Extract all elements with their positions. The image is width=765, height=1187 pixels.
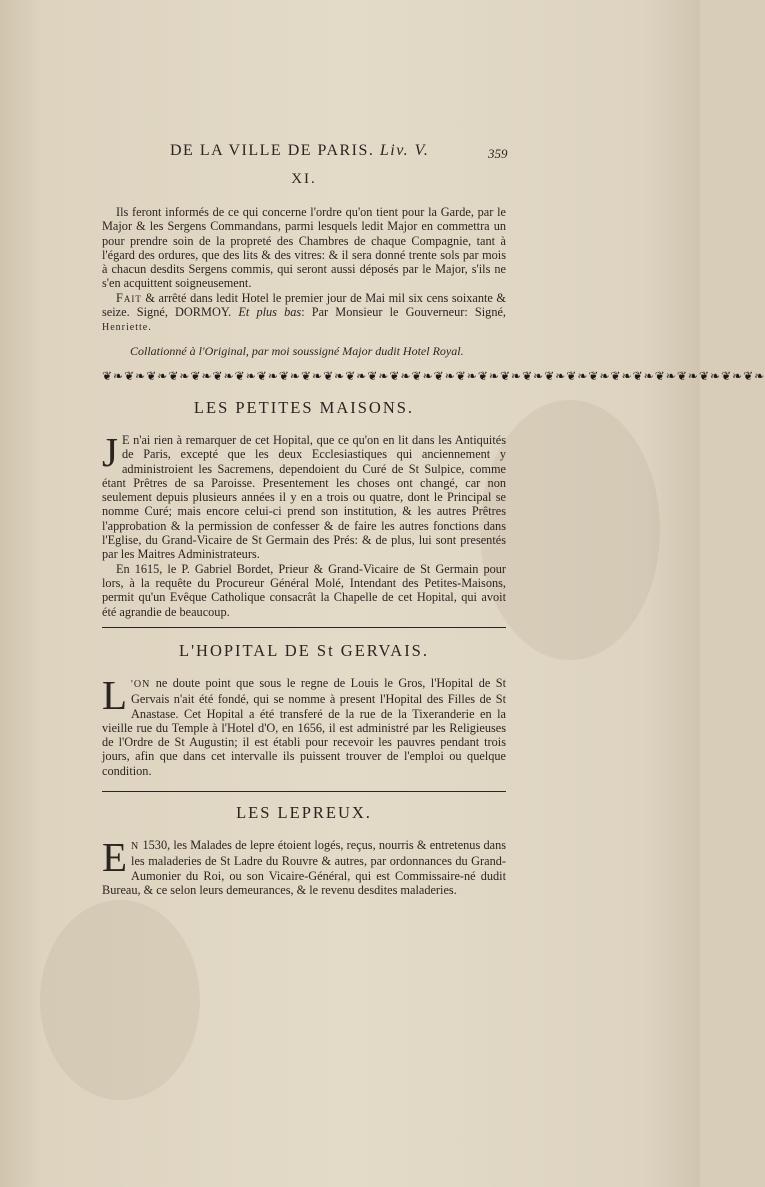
article-xi-closing xyxy=(102,291,506,336)
article-xi-paragraph: Ils feront informés de ce qui concerne l'ordre qu'on tient pour la Garde, par le Major & les Sergens Commandans, parmi lesquels ledit Major en commettra un pour prendre soin de la propreté des Chambres de chaque Compagnie, tant à l'égard des ordures, que des lits & des vitres: & il sera donné trente sols par mois à chacun desdits Sergens commis, qui seront aussi déposés par le Major, s'ils ne s'en acquittent soigneusement. xyxy=(102,205,506,291)
page-number: 359 xyxy=(488,146,508,161)
closing-italic: Et plus bas xyxy=(231,305,302,320)
lepreux-body xyxy=(102,834,506,897)
section-title-petites-maisons: LES PETITES MAISONS. xyxy=(193,398,415,417)
running-head-title: DE LA VILLE DE PARIS. xyxy=(170,142,375,159)
petites-maisons-paragraph-1 xyxy=(102,429,506,562)
petites-maisons-text-1: E n'ai rien à remarquer de cet Hopital, que ce qu'on en lit dans les Antiquités de Paris, excepté que les deux Ecclesiastiques qui anciennement y administroient les Sacremens, dependoient du Curé de St Sulpice, comme étant Prêtres de sa Paroisse. Presentement les choses ont changé, car non seulement depuis plusieurs années il y en a trois ou quatre, dont le Principal se nomme Curé; mais encore celui-ci prend son institution, & les autres Prêtres l'approbation & la permission de confesser & de faire les autres fonctions dans l'Eglise, du Grand-Vicaire de St Germain des Prés: & de plus, lui sont presentés par les Maitres Administrateurs. xyxy=(102,433,506,562)
lepreux-text: 1530, les Malades de lepre étoient logés, reçus, nourris & entretenus dans les maladeries de St Ladre du Rouvre & autres, par ordonnances du Grand-Aumonier du Roi, ou son Vicaire-Général, qui est Commissaire-né dudit Bureau, & ce selon leurs demeurances, & le revenu desdites maladeries. xyxy=(102,838,506,897)
running-head xyxy=(170,142,429,160)
st-gervais-paragraph xyxy=(102,672,506,778)
closing-text: & arrêté dans ledit Hotel le premier jour de Mai mil six cens soixante & seize. Signé, DORMOY. xyxy=(102,290,506,320)
lepreux-paragraph xyxy=(102,834,506,897)
closing-tail: : Par Monsieur le Gouverneur: Signé, xyxy=(301,305,507,320)
drop-cap: L xyxy=(102,672,128,718)
drop-cap: E xyxy=(102,834,128,880)
paper-stain xyxy=(480,400,660,660)
drop-cap: J xyxy=(102,429,118,475)
section-rule xyxy=(102,791,506,792)
paper-stain xyxy=(40,900,200,1100)
section-title-st-gervais: L'HOPITAL DE St GERVAIS. xyxy=(178,641,429,660)
attestation-line: Collationné à l'Original, par moi soussigné Major dudit Hotel Royal. xyxy=(130,344,464,358)
article-numeral: XI. xyxy=(291,171,317,187)
closing-lead: Fait xyxy=(116,290,142,305)
ornament-band: ❦❧❦❧❦❧❦❧❦❧❦❧❦❧❦❧❦❧❦❧❦❧❦❧❦❧❦❧❦❧❦❧❦❧❦❧❦❧❦❧❦❧❦❧❦❧❦❧❦❧❦❧❦❧❦❧❦❧❦❧ xyxy=(102,369,765,383)
section-rule xyxy=(102,627,506,628)
section-title-lepreux: LES LEPREUX. xyxy=(236,803,372,822)
petites-maisons-body xyxy=(102,429,506,619)
st-gervais-text: ne doute point que sous le regne de Louis le Gros, l'Hopital de St Gervais n'ait été fondé, qui se nomme à present l'Hopital des Filles de St Anastase. Cet Hopital a été transferé de la rue de la Tixeranderie en la vieille rue du Temple à l'Hotel d'O, en 1656, il est administré par les Religieuses de l'Ordre de St Augustin; il est établi pour recevoir les pauvres pendant trois jours, afin que dans cet intervalle ils puissent trouver de l'emploi ou quelque condition. xyxy=(102,676,506,778)
st-gervais-body xyxy=(102,672,506,778)
lead-caps: N xyxy=(131,841,140,852)
petites-maisons-paragraph-2: En 1615, le P. Gabriel Bordet, Prieur & Grand-Vicaire de St Germain pour lors, à la requête du Procureur Général Molé, Intendant des Petites-Maisons, permit qu'un Evêque Catholique consacrât la Chapelle de cet Hopital, qui avoit été agrandie de beaucoup. xyxy=(102,561,506,619)
article-xi-body xyxy=(102,205,506,336)
lead-caps: 'ON xyxy=(131,679,151,690)
running-head-book: Liv. V. xyxy=(379,142,430,159)
closing-signature: Henriette. xyxy=(102,322,152,334)
